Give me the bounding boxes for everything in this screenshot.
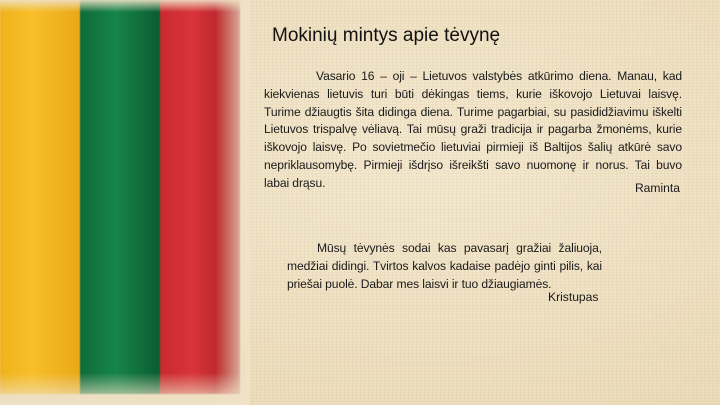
quote-author-kristupas: Kristupas xyxy=(548,290,599,304)
slide-title: Mokinių mintys apie tėvynę xyxy=(272,25,501,46)
quote-raminta xyxy=(264,68,682,193)
flag-red-stripe xyxy=(160,0,240,394)
quote-text: Vasario 16 – oji – Lietuvos valstybės atkūrimo diena. Manau, kad kiekvienas lietuvis turi būti dėkingas tiems, kurie iškovojo Lietuvai laisvę. Turime džiaugtis šita didinga diena. Turime pagarbiai, su pasididžiavimu iškelti Lietuvos trispalvę vėliavą. Tai mūsų graži tradicija ir pagarba žmonėms, kurie iškovojo laisvę. Po sovietmečio lietuviai pirmieji iš Baltijos šalių atkūrė savo nepriklausomybę. Pirmieji išdrįso išreikšti savo nuomonę ir norus. Tai buvo labai drąsu. xyxy=(264,69,682,190)
quote-author-raminta: Raminta xyxy=(634,181,680,195)
quote-kristupas xyxy=(287,240,602,293)
lithuanian-flag-image xyxy=(0,0,240,394)
flag-green-stripe xyxy=(80,0,160,394)
flag-yellow-stripe xyxy=(0,0,80,394)
quote-text: Mūsų tėvynės sodai kas pavasarį gražiai žaliuoja, medžiai didingi. Tvirtos kalvos kadaise padėjo ginti pilis, kai priešai puolė. Dabar mes laisvi ir tuo džiaugiamės. xyxy=(287,241,602,291)
